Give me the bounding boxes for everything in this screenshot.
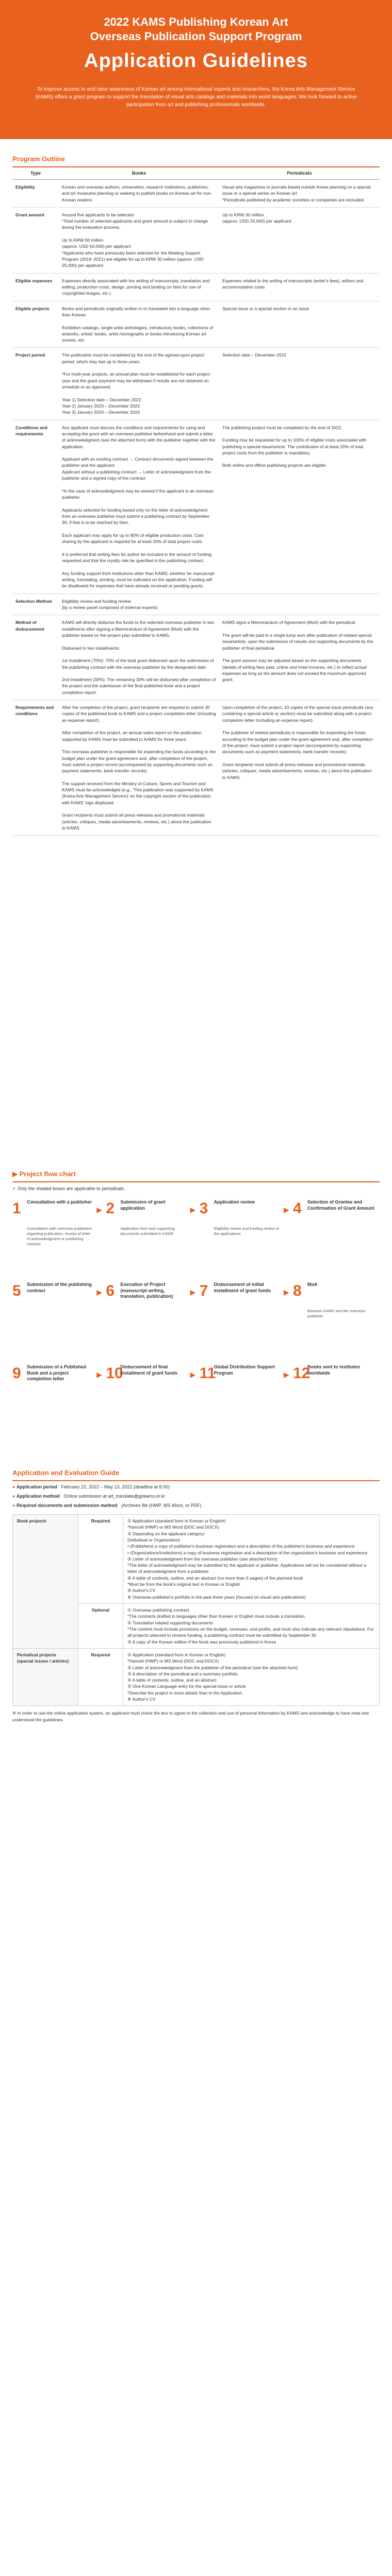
flow-step-number: 10 — [106, 1364, 123, 1382]
periodicals-label: Periodical projects (special issues / articles) — [13, 1648, 78, 1706]
arrow-right-icon: ▶ — [190, 1370, 196, 1379]
outline-row — [12, 594, 380, 615]
flow-row — [12, 1197, 380, 1275]
flow-step-label: Submission of the publishing contract — [27, 1281, 92, 1293]
documents-table — [12, 1514, 380, 1706]
outline-header-row — [12, 167, 380, 180]
outline-row-label: Method of disbursement — [12, 615, 59, 700]
application-period-value: February 22, 2022 – May 13, 2022 (deadline at 6:00) — [61, 1484, 170, 1489]
header-banner — [0, 0, 392, 139]
header-title-main: Application Guidelines — [84, 49, 308, 72]
flow-step — [106, 1197, 196, 1275]
flow-step-label: Global Distribution Support Program — [214, 1364, 275, 1376]
col-type: Type — [12, 167, 59, 180]
flow-step — [12, 1280, 102, 1357]
header-title-line2: Overseas Publication Support Program — [90, 30, 302, 43]
outline-row-books: Any applicant must discuss the conditions and requirements for using and accepting the grant with an overseas publisher beforehand and submit a letter of acknowledgment (see the attached form) with the publisher together with the application. Applicant with an existing contract → Contract documents signed between the publisher and the applicant Applicant without a publishing contract → Letter of acknowledgment from the publisher and a signed copy of the contract *In the case of acknowledgment may be waived if the applicant is an overseas publisher. Applicants selected for funding based only on the letter of acknowledgment from an overseas publisher must submit a publishing contract by September 30, if that is to be reached by then. Each applicant may apply for up to 80% of eligible production costs. Cost sharing by the applicant is required for at least 20% of total project costs. It is preferred that writing fees for author be included in the amount of funding requested and that the royalty rate be specified in the publishing contract. Any funding support from institutions other than KAMS, whether for manuscript writing, translating, printing, must be indicated on the application. Funding will be disallowed for expenses that have already received or pending grants. — [59, 420, 219, 594]
application-method-label: Application method — [16, 1493, 60, 1499]
outline-row-label: Conditions and requirements — [12, 420, 59, 594]
outline-row-periodicals: The publishing project must be completed by the end of 2022. Funding may be requested for up to 100% of eligible costs associated with publishing a special issue/article. The contribution of at least 20% of total project costs from the publisher is mandatory. Both online and offline publishing projects are eligible. — [219, 420, 380, 594]
outline-row-periodicals: Upon completion of the project, 10 copies of the special issue periodicals (any containing a special article or section) must be submitted along with a project completion letter (including an expense report). The publisher of related periodicals is responsible for expending the funds according to the budget plan under the grant agreement and, after completion of the project, must submit a project report (accompanied by supporting documents such as payment statements, bank transfer records). Grant recipients must submit all press releases and promotional materials (articles, critiques, media advertisements, reviews, etc.) about the publication to KAMS. — [219, 700, 380, 836]
arrow-right-icon: ▶ — [283, 1205, 289, 1214]
bullet-icon: ● — [12, 1493, 17, 1499]
outline-row-periodicals: Expenses related to the writing of manuscripts (writer's fees), editors and accommodation costs — [219, 273, 380, 301]
flow-step-label: Submission of grant application — [120, 1199, 166, 1211]
arrow-right-icon: ▶ — [283, 1287, 289, 1296]
flow-step-number: 4 — [292, 1199, 302, 1217]
flow-step-number: 1 — [12, 1199, 21, 1217]
outline-row-books: Books and periodicals originally written in or translated into a language other than Korean Exhibition catalogs, single-artist anthologies, introductory books, collections of artworks, artists' books, artist monographs or books introducing Korean art scenes, etc. — [59, 301, 219, 348]
flow-step-label: Submission of a Published Book and a project completion letter — [27, 1364, 87, 1382]
flow-step — [199, 1280, 289, 1357]
flow-step — [199, 1197, 289, 1275]
outline-row — [12, 273, 380, 301]
application-method-value[interactable]: Online submission at art_translate@gokams.or.kr — [63, 1493, 166, 1499]
header-title-line1: 2022 KAMS Publishing Korean Art — [104, 15, 288, 28]
outline-row-label: Project period — [12, 348, 59, 420]
flow-step — [199, 1362, 289, 1439]
flow-step-number: 2 — [106, 1199, 115, 1217]
flow-step-label: Selection of Grantee and Confirmation of Grant Amount — [307, 1199, 374, 1211]
outline-row — [12, 207, 380, 273]
periodicals-required-text: ① Application (standard form in Korean or English) *Hancell (HWP) or MS Word (DOC and DOCX) ② Letter of acknowledgment from the publisher of the periodical (see the attached form) ③ A description of the periodical and a summary portfolio ④ A table of contents, outline, and an abstract ⑤ One Korean Language entry for the special issue or article *Describe the project in more details than in the Application. ⑥ Author's CV — [123, 1648, 380, 1706]
flow-step-label: Disbursement of final installment of grant funds — [120, 1364, 177, 1376]
application-title: Application and Evaluation Guide — [12, 1468, 380, 1481]
flow-step-number: 12 — [292, 1364, 311, 1382]
flow-step-number: 5 — [12, 1282, 21, 1299]
flow-step — [293, 1362, 380, 1439]
outline-row-books: Korean and overseas authors, universities, research institutions, publishers, and art museums planning or seeking to publish books on Korean art for non-Korean readers — [59, 179, 219, 207]
flow-step-number: 3 — [199, 1199, 208, 1217]
bullet-icon: ● — [12, 1484, 17, 1489]
outline-row — [12, 420, 380, 594]
chevron-right-icon: ▶ — [12, 1170, 20, 1178]
application-docs-value: (Archives file (HWP, MS Word, or PDF) — [121, 1502, 202, 1508]
outline-row-books: The publication must be completed by the end of the agreed-upon project period, which may last up to three years. *For multi-year projects, an annual plan must be established for each project year and the grant payment may be withdrawn if results are not obtained on schedule or as approved. Year 1) Selection date – December 2022 Year 2) January 2023 – December 2023 Year 3) January 2024 – December 2024 — [59, 348, 219, 420]
application-period-line — [12, 1484, 380, 1490]
col-books: Books — [59, 167, 219, 180]
outline-row-label: Requirements and conditions — [12, 700, 59, 836]
header-intro: To improve access to and raise awareness of Korean art among international experts and researchers, the Korea Arts Management Service (KAMS) offers a grant program to support the translation of visual arts catalogs and materials into world languages. We look forward to active participation from art and publishing professionals worldwide. — [35, 86, 357, 108]
books-required-label: Required — [78, 1514, 123, 1603]
arrow-right-icon: ▶ — [190, 1287, 196, 1296]
bullet-icon: ● — [12, 1502, 17, 1508]
flow-step — [12, 1362, 102, 1439]
flow-step-number: 6 — [106, 1282, 115, 1299]
flow-step — [106, 1280, 196, 1357]
flow-chart — [12, 1197, 380, 1439]
outline-row-periodicals: Up to KRW 30 million (approx. USD 25,000) per applicant — [219, 207, 380, 273]
flow-row — [12, 1280, 380, 1357]
flow-row — [12, 1362, 380, 1439]
flow-section — [0, 1170, 392, 1439]
books-optional-label: Optional — [78, 1604, 123, 1649]
flow-step-number: 11 — [199, 1364, 216, 1382]
application-docs-label: Required documents and submission method — [16, 1502, 118, 1508]
flow-step — [106, 1362, 196, 1439]
outline-row-periodicals: Special issue or a special section in an issue — [219, 301, 380, 348]
books-optional-text: ① Overseas publishing contract *The contracts drafted in languages other than Korean or English must include a translation. ② Translation related supporting documents *The content must include provisions on the budget, revenues, and profits, and must also indicate any relevant stipulations. For all projects selected to receive funding, a publishing contract must be submitted by September 30. ③ A copy of the Korean edition if the book was previously published in Korea — [123, 1604, 380, 1649]
application-section — [0, 1468, 392, 1723]
books-required-text: ① Application (standard form in Korean or English) *Hancell (HWP) or MS Word (DOC and DOCX) ② Depending on the applicant category: (Individual or Organization) • (Publishers) a copy of publisher's business registration and a description of the publisher's business and experience • (Organizations/Institutions) a copy of business registration and a description of the organization's business and experience ③ Letter of acknowledgment from the overseas publisher (see attached form) *The letter of acknowledgment may be submitted by the applicant or publisher. Applications will not be considered without a letter of acknowledgment from a publisher ④ A table of contents, outline, and an abstract (no more than 5 pages) of the planned book *Must be from the book's original text in Korean or English ⑤ Author's CV ⑥ Overseas publisher's portfolio in the past three years (focused on visual arts publications) — [123, 1514, 380, 1603]
periodicals-required-label: Required — [78, 1648, 123, 1706]
outline-row — [12, 301, 380, 348]
flow-title: ▶ Project flow chart — [12, 1170, 380, 1182]
outline-row-label: Eligible projects — [12, 301, 59, 348]
outline-row-periodicals: KAMS signs a Memorandum of Agreement (MoA) with the periodical. The grant will be paid in a single lump sum after publication of related special issue/article, upon the submission of results and supporting documents by the publisher of final periodical. The grant amount may be adjusted based on the supporting documents (details of writing fees paid, online and hotel invoices, etc.) to reflect actual expenses as long as the amount does not exceed the maximum approved grant. — [219, 615, 380, 700]
flow-step-desc: Consultation with overseas publishers regarding publication, receipt of letter of acknowledgment or publishing contract — [27, 1226, 92, 1247]
flow-step-label: Books sent to institutes worldwide — [307, 1364, 360, 1376]
flow-step — [293, 1280, 380, 1357]
bullet-icon: ※ — [12, 1710, 18, 1716]
outline-row-periodicals: Selection date – December 2022 — [219, 348, 380, 420]
outline-row — [12, 348, 380, 420]
flow-step-label: Disbursement of initial installment of grant funds — [214, 1281, 271, 1293]
flow-step-label: Application review — [214, 1199, 255, 1205]
arrow-right-icon: ▶ — [96, 1287, 102, 1296]
outline-row-periodicals: Visual arts magazines or journals based outside Korea planning on a special issue or a special series on Korean art *Periodicals published by academic societies or companies are excluded. — [219, 179, 380, 207]
outline-row — [12, 179, 380, 207]
outline-row-label: Grant amount — [12, 207, 59, 273]
outline-row-books: After the completion of the project, grant recipients are required to submit 30 copies of the published book to KAMS and a project completion letter (including an expense report). After completion of the project, an annual sales report on the publication supported by KAMS must be submitted to KAMS for three years. This overseas publisher is responsible for expending the funds according to the budget plan under the grant agreement and, after completion of the project, must submit a project record (accompanied by supporting documents such as payment statements, bank transfer records). The support received from the Ministry of Culture, Sports and Tourism and KAMS must be acknowledged (e.g., 'This publication was supported by KAMS (Korea Arts Management Service)' on the copyright section of the publication with KAMS' logo displayed. Grant recipients must submit all press releases and promotional materials (articles, critiques, media advertisements, reviews, etc.) about the publication to KAMS. — [59, 700, 219, 836]
flow-step-desc: Eligibility review and funding review of the applications — [214, 1226, 279, 1236]
arrow-right-icon: ▶ — [96, 1370, 102, 1379]
col-periodicals: Periodicals — [219, 167, 380, 180]
outline-row-label: Eligible expenses — [12, 273, 59, 301]
flow-step-number: 7 — [199, 1282, 208, 1299]
flow-step-number: 9 — [12, 1364, 21, 1382]
outline-row-books: Eligibility review and funding review (by a review panel composed of external experts) — [59, 594, 219, 615]
flow-step — [12, 1197, 102, 1275]
outline-row-books: KAMS will directly disburse the funds to the selected overseas publisher in two installments after signing a Memorandum of Agreement (MoA) with the publisher based on the project plan submitted to KAMS. Disbursed in two installments: 1st Installment (70%): 70% of the total grant disbursed upon the submission of the publishing contract with the overseas publisher by the designated date. 2nd Installment (30%): The remaining 30% will be disbursed after completion of the project and the submission of the final published book and a project completion report. — [59, 615, 219, 700]
application-docs-line — [12, 1502, 380, 1509]
flow-note: ✓ Only the shaded boxes are applicable to periodicals. — [12, 1185, 125, 1191]
outline-row-label: Eligibility — [12, 179, 59, 207]
arrow-right-icon: ▶ — [96, 1205, 102, 1214]
flow-step — [293, 1197, 380, 1275]
outline-table — [12, 167, 380, 836]
flow-step-label: Execution of Project (manuscript writing, translation, publication) — [120, 1281, 173, 1299]
application-method-line — [12, 1493, 380, 1500]
flow-step-desc: Application form and supporting documents submitted to KAMS — [120, 1226, 175, 1236]
flow-step-label: Consultation with a publisher — [27, 1199, 92, 1205]
check-icon: ✓ — [12, 1185, 18, 1191]
arrow-right-icon: ▶ — [283, 1370, 289, 1379]
order-note: ※ In order to use the online application system, an applicant must check the box to agree to the collection and use of personal information by KAMS and acknowledge to have read and understood the guidelines. — [12, 1710, 369, 1722]
outline-row — [12, 615, 380, 700]
flow-step-number: 8 — [292, 1282, 302, 1299]
outline-section — [0, 155, 392, 836]
arrow-right-icon: ▶ — [190, 1205, 196, 1214]
outline-row-books: Expenses directly associated with the writing of manuscripts, translation and editing, production costs, design, printing and binding (or fees for use of copyrighted images, etc.) — [59, 273, 219, 301]
outline-row-periodicals — [219, 594, 380, 615]
application-period-label: Application period — [16, 1484, 57, 1489]
flow-step-desc: Between KAMS and the overseas publisher — [307, 1308, 366, 1319]
outline-row-label: Selection Method — [12, 594, 59, 615]
outline-row-books: Around five applicants to be selected *Total number of selected applicants and grant amount is subject to change during the evaluation process. Up to KRW 60 million (approx. USD 50,000) per applicant *Applicants who have previously been selected for the Meeting Support Program (2018~2021) are eligible for up to KRW 30 million (approx. USD 25,000) per applicant. — [59, 207, 219, 273]
outline-row — [12, 700, 380, 836]
flow-step-label: MoA — [307, 1281, 318, 1287]
books-label: Book projects — [13, 1514, 78, 1648]
outline-title: Program Outline — [12, 155, 380, 167]
